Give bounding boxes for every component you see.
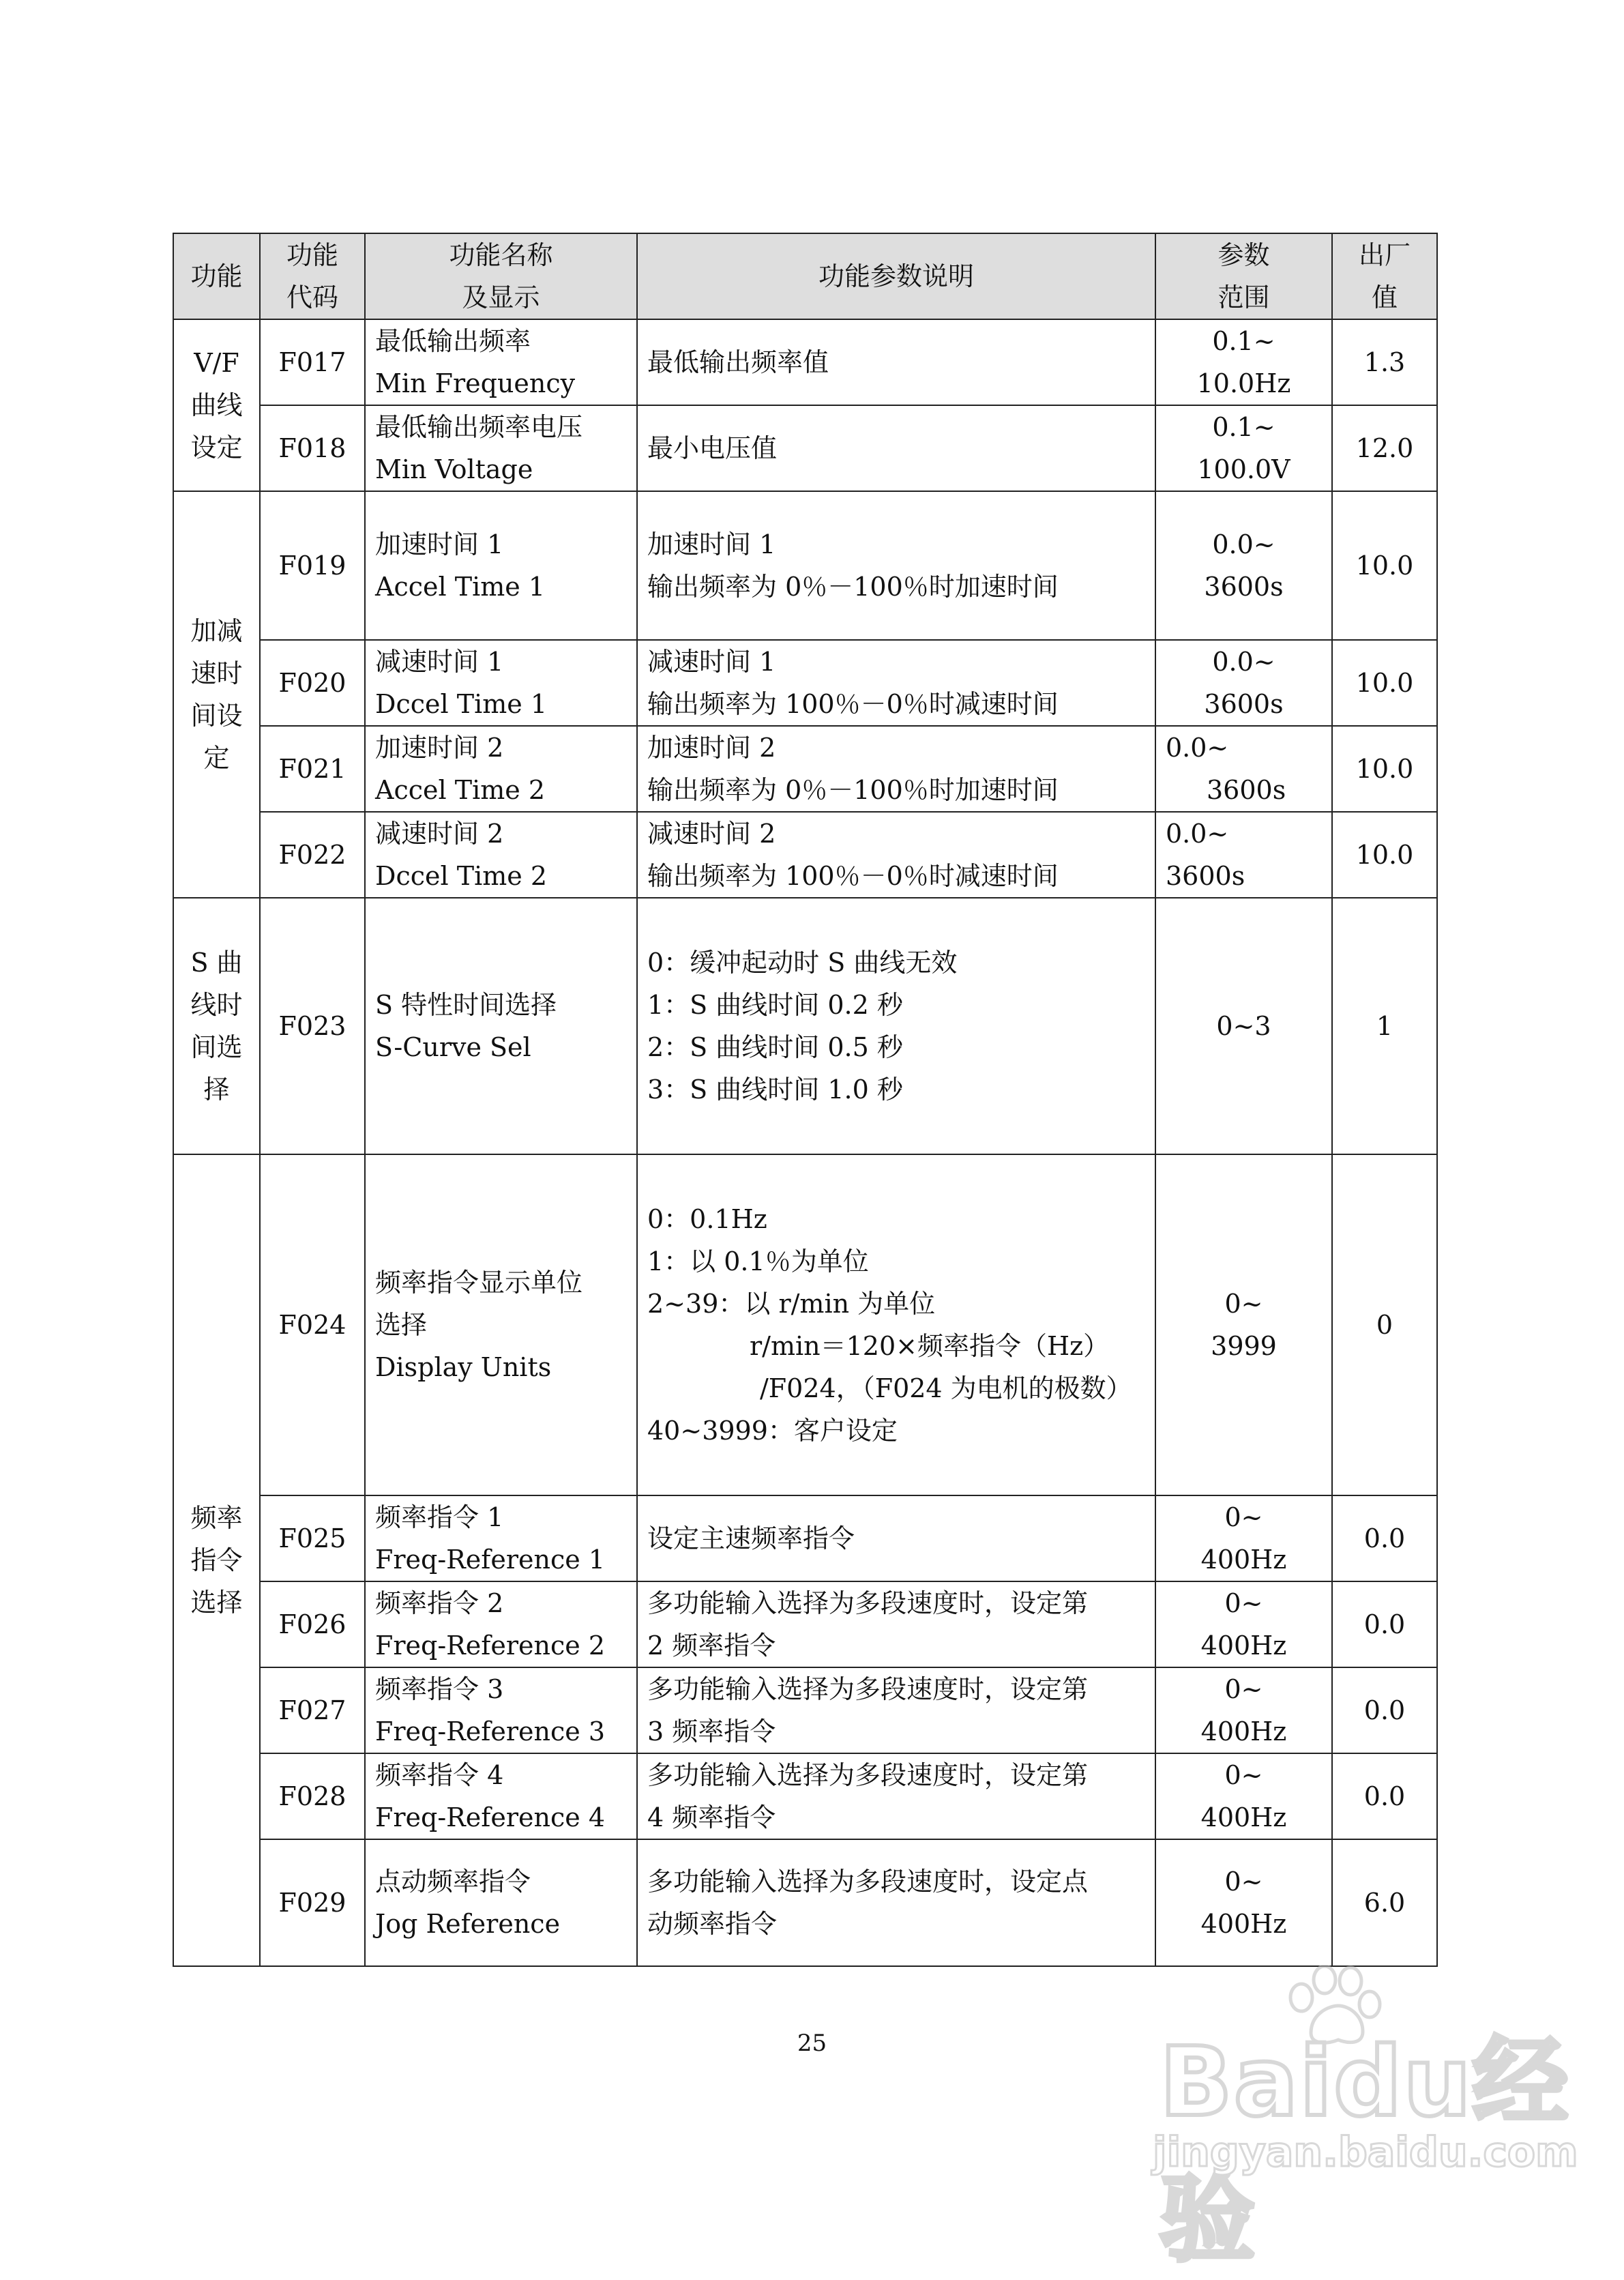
param-description: 设定主速频率指令 bbox=[637, 1495, 1155, 1581]
table-row bbox=[173, 319, 1437, 405]
param-name: 加速时间 2 Accel Time 2 bbox=[365, 726, 637, 812]
param-range: 0~3 bbox=[1155, 898, 1332, 1154]
param-default: 1 bbox=[1332, 898, 1437, 1154]
param-name: 频率指令显示单位 选择 Display Units bbox=[365, 1154, 637, 1495]
param-range: 0.1~ 100.0V bbox=[1155, 405, 1332, 491]
param-name: S 特性时间选择 S-Curve Sel bbox=[365, 898, 637, 1154]
table-header-row bbox=[173, 233, 1437, 319]
baidu-watermark bbox=[1132, 1965, 1596, 2275]
param-name: 频率指令 4 Freq-Reference 4 bbox=[365, 1753, 637, 1839]
param-description: 多功能输入选择为多段速度时，设定第 3 频率指令 bbox=[637, 1667, 1155, 1753]
param-description: 最低输出频率值 bbox=[637, 319, 1155, 405]
param-code: F020 bbox=[260, 640, 365, 726]
param-name: 点动频率指令 Jog Reference bbox=[365, 1839, 637, 1966]
param-range: 0.0~ 3600s bbox=[1155, 491, 1332, 640]
param-default: 0.0 bbox=[1332, 1495, 1437, 1581]
param-range: 0~ 400Hz bbox=[1155, 1839, 1332, 1966]
header-code: 功能 代码 bbox=[260, 233, 365, 319]
param-default: 0.0 bbox=[1332, 1581, 1437, 1667]
param-default: 1.3 bbox=[1332, 319, 1437, 405]
param-description: 最小电压值 bbox=[637, 405, 1155, 491]
param-range: 0.0~ 3600s bbox=[1155, 726, 1332, 812]
param-code: F028 bbox=[260, 1753, 365, 1839]
group-freq-reference: 频率 指令 选择 bbox=[173, 1154, 260, 1966]
param-description: 0：0.1Hz 1：以 0.1％为单位 2~39：以 r/min 为单位 r/min＝120×频率指令（Hz） /F024，（F024 为电机的极数） 40~3999：客户设定 bbox=[637, 1154, 1155, 1495]
param-range: 0.0~ 3600s bbox=[1155, 812, 1332, 898]
param-name: 频率指令 2 Freq-Reference 2 bbox=[365, 1581, 637, 1667]
param-code: F021 bbox=[260, 726, 365, 812]
param-description: 加速时间 2 输出频率为 0％－100％时加速时间 bbox=[637, 726, 1155, 812]
group-s-curve-time: S 曲 线时 间选 择 bbox=[173, 898, 260, 1154]
param-range: 0~ 3999 bbox=[1155, 1154, 1332, 1495]
param-name: 减速时间 2 Dccel Time 2 bbox=[365, 812, 637, 898]
param-default: 6.0 bbox=[1332, 1839, 1437, 1966]
param-range: 0.0~ 3600s bbox=[1155, 640, 1332, 726]
param-code: F018 bbox=[260, 405, 365, 491]
header-default: 出厂 值 bbox=[1332, 233, 1437, 319]
header-function: 功能 bbox=[173, 233, 260, 319]
param-range: 0~ 400Hz bbox=[1155, 1753, 1332, 1839]
header-range: 参数 范围 bbox=[1155, 233, 1332, 319]
param-description: 减速时间 2 输出频率为 100％－0％时减速时间 bbox=[637, 812, 1155, 898]
param-description: 多功能输入选择为多段速度时，设定第 2 频率指令 bbox=[637, 1581, 1155, 1667]
group-vf-curve: V/F 曲线 设定 bbox=[173, 319, 260, 491]
table-row bbox=[173, 491, 1437, 640]
page-number: 25 bbox=[797, 2030, 827, 2057]
table-row bbox=[173, 405, 1437, 491]
table-row bbox=[173, 898, 1437, 1154]
group-accel-decel-time: 加减 速时 间设 定 bbox=[173, 491, 260, 898]
param-range: 0~ 400Hz bbox=[1155, 1495, 1332, 1581]
table-row bbox=[173, 1667, 1437, 1753]
param-code: F019 bbox=[260, 491, 365, 640]
table-row bbox=[173, 1495, 1437, 1581]
table-row bbox=[173, 1581, 1437, 1667]
parameter-table bbox=[173, 233, 1438, 1967]
param-code: F026 bbox=[260, 1581, 365, 1667]
param-default: 10.0 bbox=[1332, 640, 1437, 726]
watermark-logo-text: Baidu经验 bbox=[1160, 2027, 1570, 2275]
header-name: 功能名称 及显示 bbox=[365, 233, 637, 319]
param-name: 加速时间 1 Accel Time 1 bbox=[365, 491, 637, 640]
param-name: 频率指令 3 Freq-Reference 3 bbox=[365, 1667, 637, 1753]
param-default: 10.0 bbox=[1332, 812, 1437, 898]
param-default: 12.0 bbox=[1332, 405, 1437, 491]
param-default: 0.0 bbox=[1332, 1667, 1437, 1753]
param-range: 0~ 400Hz bbox=[1155, 1667, 1332, 1753]
param-code: F023 bbox=[260, 898, 365, 1154]
param-default: 10.0 bbox=[1332, 726, 1437, 812]
param-description: 加速时间 1 输出频率为 0％－100％时加速时间 bbox=[637, 491, 1155, 640]
param-default: 10.0 bbox=[1332, 491, 1437, 640]
table-row bbox=[173, 726, 1437, 812]
param-code: F022 bbox=[260, 812, 365, 898]
param-name: 最低输出频率电压 Min Voltage bbox=[365, 405, 637, 491]
param-code: F017 bbox=[260, 319, 365, 405]
table-row bbox=[173, 1839, 1437, 1966]
param-code: F024 bbox=[260, 1154, 365, 1495]
table-row bbox=[173, 1154, 1437, 1495]
param-default: 0.0 bbox=[1332, 1753, 1437, 1839]
param-name: 减速时间 1 Dccel Time 1 bbox=[365, 640, 637, 726]
param-description: 多功能输入选择为多段速度时，设定第 4 频率指令 bbox=[637, 1753, 1155, 1839]
watermark-url: jingyan.baidu.com bbox=[1153, 2129, 1578, 2176]
param-range: 0~ 400Hz bbox=[1155, 1581, 1332, 1667]
param-range: 0.1~ 10.0Hz bbox=[1155, 319, 1332, 405]
param-name: 最低输出频率 Min Frequency bbox=[365, 319, 637, 405]
table-row bbox=[173, 1753, 1437, 1839]
param-default: 0 bbox=[1332, 1154, 1437, 1495]
table-row bbox=[173, 640, 1437, 726]
param-code: F029 bbox=[260, 1839, 365, 1966]
param-name: 频率指令 1 Freq-Reference 1 bbox=[365, 1495, 637, 1581]
table-row bbox=[173, 812, 1437, 898]
param-description: 0：缓冲起动时 S 曲线无效 1：S 曲线时间 0.2 秒 2：S 曲线时间 0.5 秒 3：S 曲线时间 1.0 秒 bbox=[637, 898, 1155, 1154]
param-description: 减速时间 1 输出频率为 100％－0％时减速时间 bbox=[637, 640, 1155, 726]
param-code: F025 bbox=[260, 1495, 365, 1581]
param-description: 多功能输入选择为多段速度时，设定点 动频率指令 bbox=[637, 1839, 1155, 1966]
header-description: 功能参数说明 bbox=[637, 233, 1155, 319]
param-code: F027 bbox=[260, 1667, 365, 1753]
